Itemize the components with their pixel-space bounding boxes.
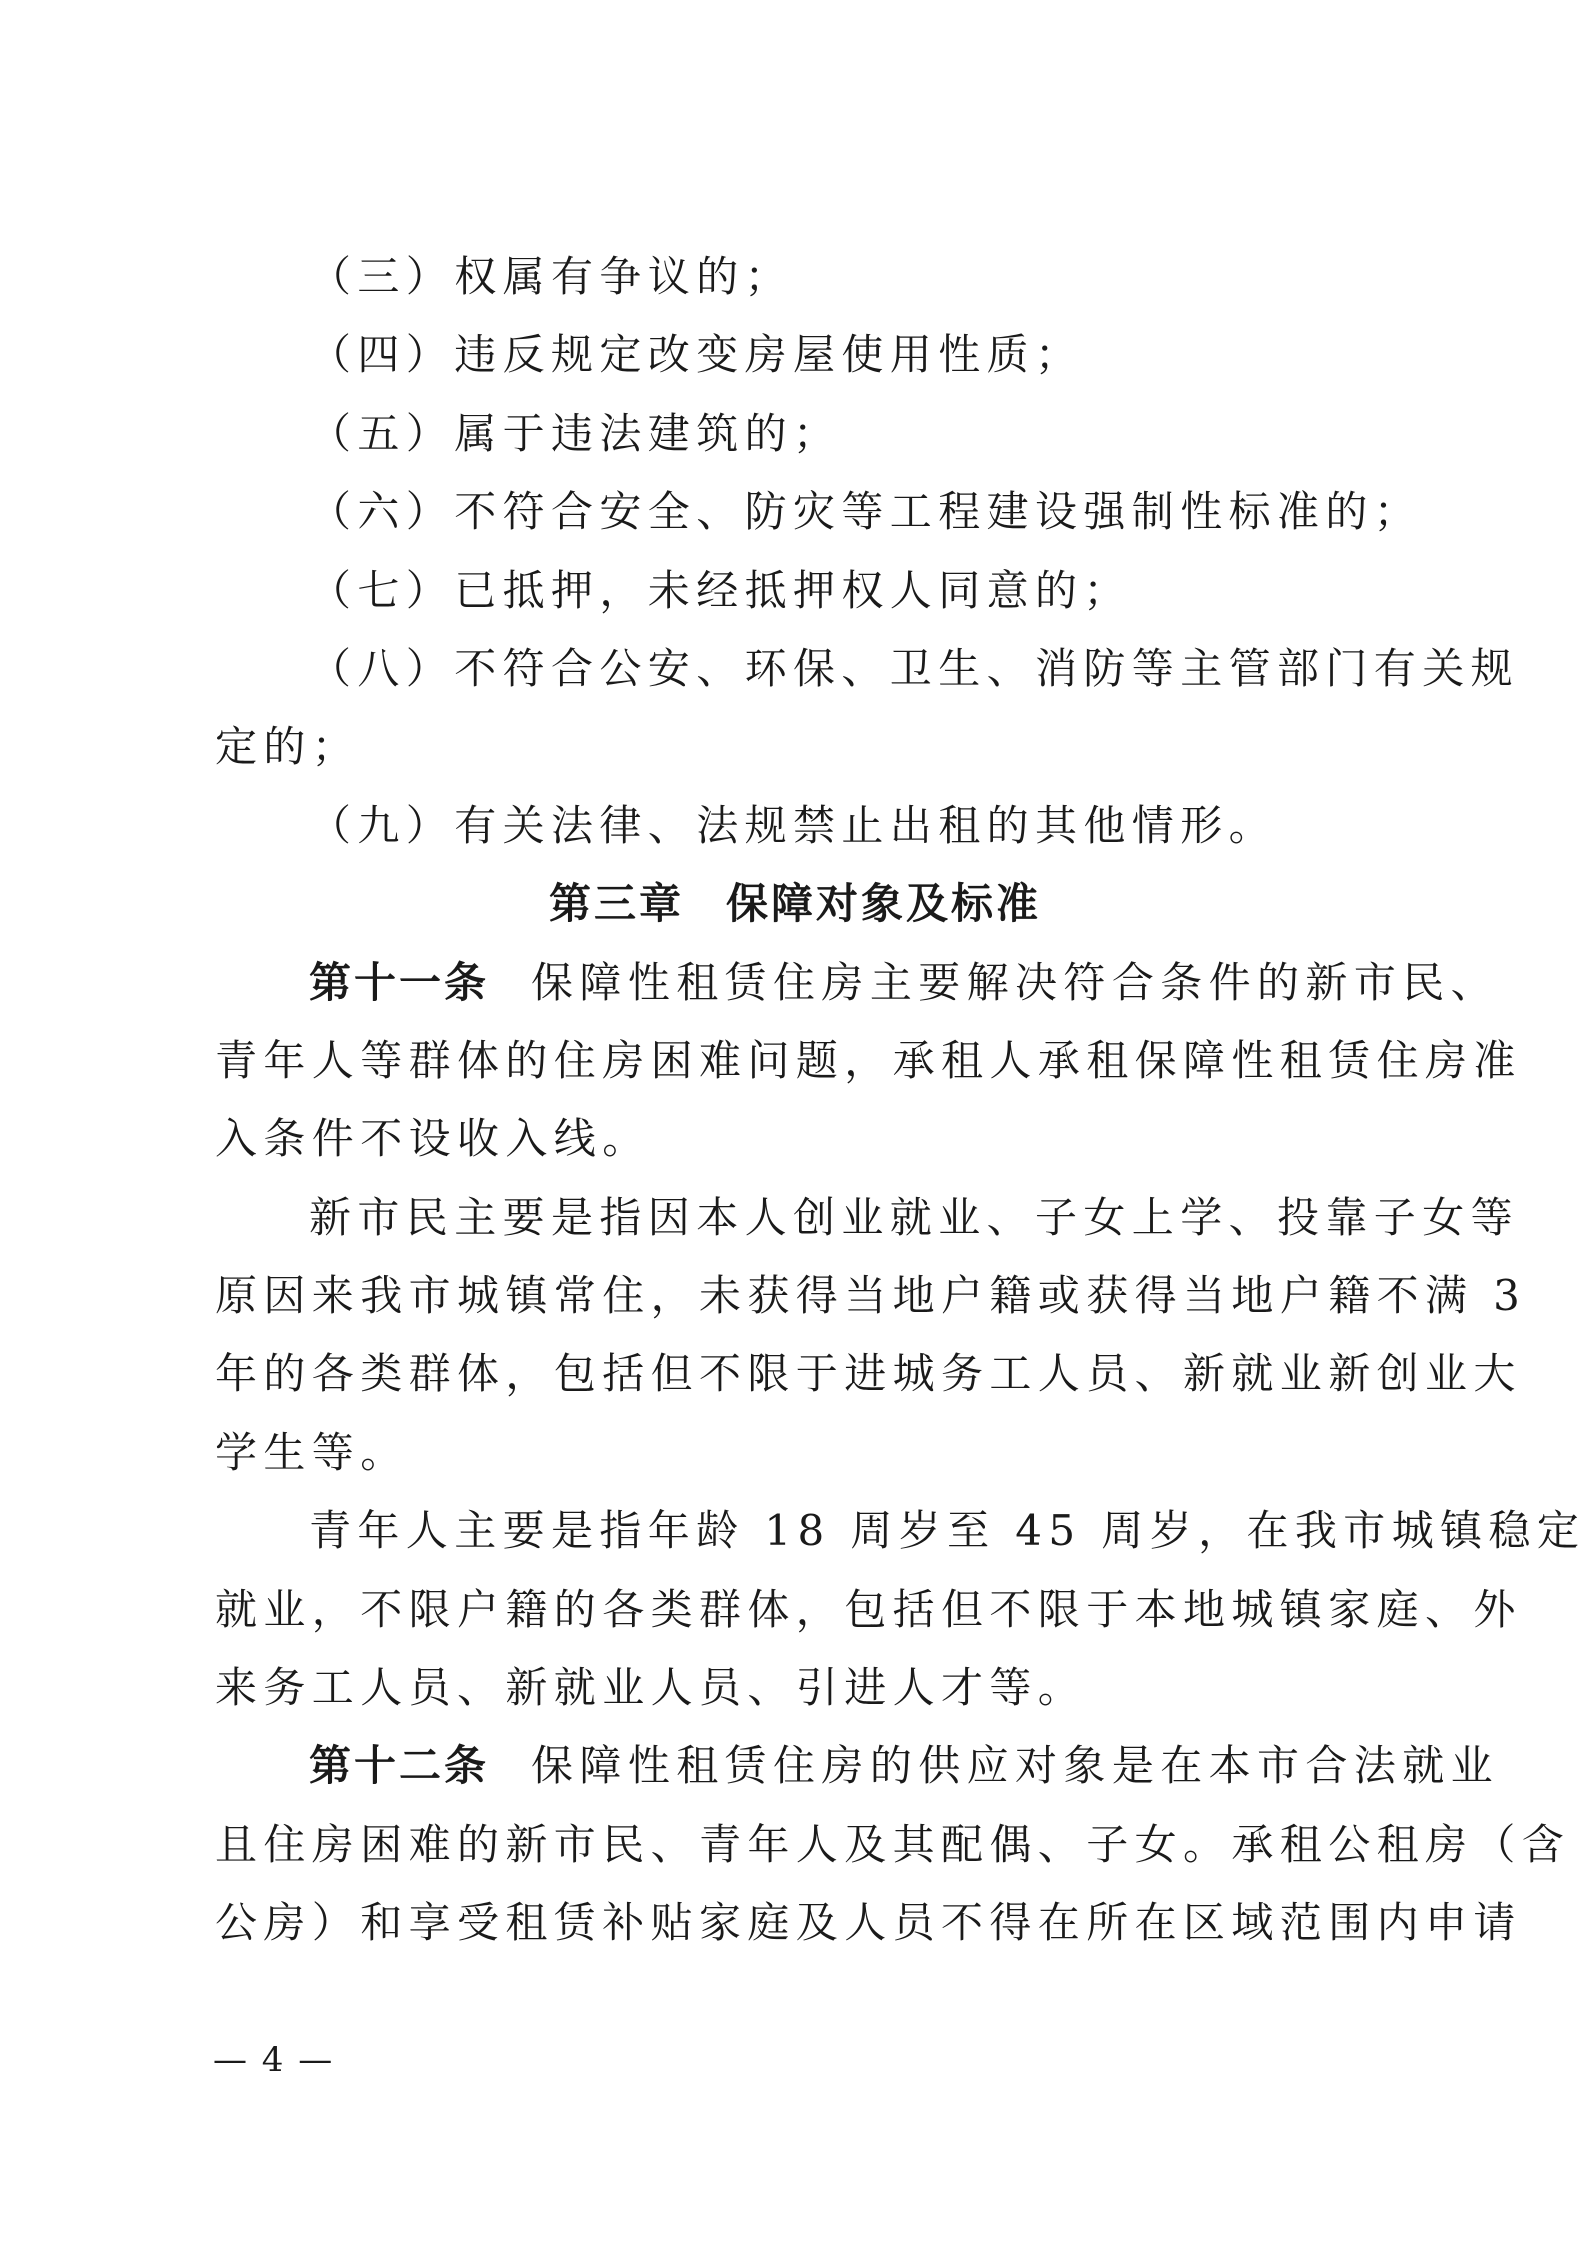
article-12-number: 第十二条 [309,1741,490,1791]
article-11-number: 第十一条 [309,957,490,1007]
list-item-4: （四）违反规定改变房屋使用性质； [309,330,1084,380]
chapter-number: 第三章 [548,879,684,929]
list-item-7: （七）已抵押，未经抵押权人同意的； [309,565,1132,615]
young-people-paragraph-line: 来务工人员、新就业人员、引进人才等。 [215,1663,1087,1713]
article-12-text: 保障性租赁住房的供应对象是在本市合法就业 [531,1741,1500,1791]
list-item-5: （五）属于违法建筑的； [309,408,842,458]
article-12-first-line [215,1727,1500,1805]
list-item-3: （三）权属有争议的； [309,252,794,301]
page-number: — 4 — [213,2040,335,2080]
new-citizens-paragraph-line: 原因来我市城镇常住，未获得当地户籍或获得当地户籍不满 3 [215,1271,1527,1321]
article-11-line: 青年人等群体的住房困难问题，承租人承租保障性租赁住房准 [215,1035,1522,1085]
list-item-9: （九）有关法律、法规禁止出租的其他情形。 [309,800,1278,850]
list-item-8: （八）不符合公安、环保、卫生、消防等主管部门有关规 [309,643,1520,693]
new-citizens-paragraph-line: 学生等。 [215,1427,409,1477]
chapter-title: 保障对象及标准 [726,879,1042,929]
chapter-heading [215,865,1375,943]
article-11-text: 保障性租赁住房主要解决符合条件的新市民、 [531,957,1500,1007]
new-citizens-paragraph-line: 新市民主要是指因本人创业就业、子女上学、投靠子女等 [309,1192,1520,1242]
young-people-paragraph-line: 青年人主要是指年龄 18 周岁至 45 周岁，在我市城镇稳定 [309,1506,1586,1556]
list-item-8-continued: 定的； [215,722,361,772]
young-people-paragraph-line: 就业，不限户籍的各类群体，包括但不限于本地城镇家庭、外 [215,1584,1522,1634]
article-11-line: 入条件不设收入线。 [215,1114,651,1164]
article-12-line: 且住房困难的新市民、青年人及其配偶、子女。承租公租房（含 [215,1819,1571,1869]
list-item-6: （六）不符合安全、防灾等工程建设强制性标准的； [309,487,1423,537]
article-11-first-line [215,944,1500,1022]
document-body [215,238,1586,1963]
new-citizens-paragraph-line: 年的各类群体，包括但不限于进城务工人员、新就业新创业大 [215,1349,1522,1399]
article-12-line: 公房）和享受租赁补贴家庭及人员不得在所在区域范围内申请 [215,1898,1522,1948]
